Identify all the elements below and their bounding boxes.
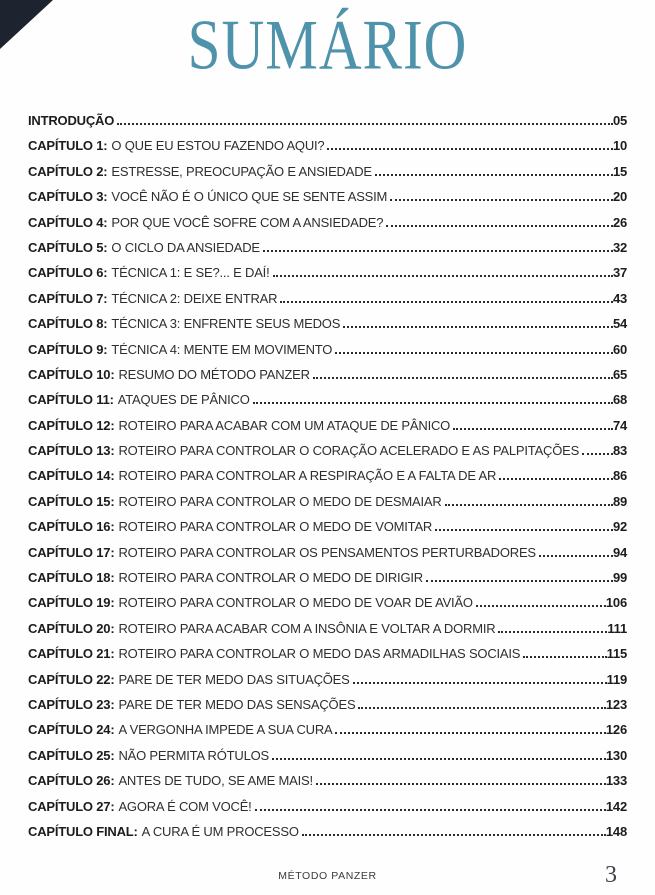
toc-entry-title: ROTEIRO PARA ACABAR COM UM ATAQUE DE PÂNICO	[118, 417, 451, 433]
toc-entry-title: VOCÊ NÃO É O ÚNICO QUE SE SENTE ASSIM	[111, 189, 388, 205]
toc-entry-page-number: 68	[612, 392, 627, 408]
toc-entry-title: PARE DE TER MEDO DAS SITUAÇÕES	[118, 671, 350, 687]
dot-leader	[353, 678, 607, 684]
toc-entry[interactable]	[28, 622, 627, 636]
toc-entry-label: CAPÍTULO 25:	[28, 747, 115, 763]
toc-entry[interactable]	[28, 469, 627, 483]
toc-entry[interactable]	[28, 343, 627, 357]
toc-entry-title: TÉCNICA 1: E SE?... E DAÍ!	[111, 265, 270, 281]
toc-entry-title: O QUE EU ESTOU FAZENDO AQUI?	[111, 138, 325, 154]
toc-entry-page-number: 148	[605, 823, 627, 839]
dot-leader	[313, 373, 613, 379]
toc-entry-label: CAPÍTULO 8:	[28, 316, 108, 332]
dot-leader	[302, 830, 606, 836]
toc-entry-label: CAPÍTULO 14:	[28, 468, 115, 484]
dot-leader	[117, 119, 613, 125]
toc-entry-page-number: 83	[612, 443, 627, 459]
dot-leader	[273, 271, 613, 277]
toc-entry[interactable]	[28, 596, 627, 610]
toc-entry-title: RESUMO DO MÉTODO PANZER	[118, 366, 310, 382]
toc-list	[28, 114, 627, 850]
toc-entry-page-number: 65	[612, 366, 627, 382]
toc-entry-label: CAPÍTULO 5:	[28, 239, 108, 255]
toc-entry[interactable]	[28, 292, 627, 306]
toc-entry[interactable]	[28, 825, 627, 839]
toc-entry-page-number: 89	[612, 493, 627, 509]
toc-entry-page-number: 74	[612, 417, 627, 433]
dot-leader	[253, 398, 613, 404]
toc-entry[interactable]	[28, 546, 627, 560]
toc-entry[interactable]	[28, 317, 627, 331]
toc-entry[interactable]	[28, 495, 627, 509]
dot-leader	[335, 728, 605, 734]
toc-entry-label: CAPÍTULO 19:	[28, 595, 115, 611]
toc-entry-title: A VERGONHA IMPEDE A SUA CURA	[118, 722, 333, 738]
toc-entry-title: O CICLO DA ANSIEDADE	[111, 239, 260, 255]
toc-entry[interactable]	[28, 647, 627, 661]
toc-entry-page-number: 20	[612, 189, 627, 205]
toc-entry-page-number: 142	[605, 798, 627, 814]
toc-entry[interactable]	[28, 673, 627, 687]
toc-entry-page-number: 133	[605, 773, 627, 789]
toc-entry-title: POR QUE VOCÊ SOFRE COM A ANSIEDADE?	[111, 214, 384, 230]
toc-entry-page-number: 15	[612, 163, 627, 179]
toc-entry-title: ROTEIRO PARA CONTROLAR OS PENSAMENTOS PERTURBADORES	[118, 544, 536, 560]
toc-entry-label: CAPÍTULO 24:	[28, 722, 115, 738]
toc-entry-label: CAPÍTULO 15:	[28, 493, 115, 509]
dot-leader	[582, 449, 613, 455]
toc-entry[interactable]	[28, 749, 627, 763]
toc-entry-title: ANTES DE TUDO, SE AME MAIS!	[118, 773, 313, 789]
toc-entry[interactable]	[28, 800, 627, 814]
dot-leader	[386, 221, 613, 227]
toc-entry[interactable]	[28, 698, 627, 712]
toc-entry[interactable]	[28, 114, 627, 128]
dot-leader	[498, 627, 607, 633]
toc-entry-label: CAPÍTULO 6:	[28, 265, 108, 281]
toc-entry-label: CAPÍTULO 18:	[28, 570, 115, 586]
dot-leader	[263, 246, 613, 252]
toc-entry[interactable]	[28, 520, 627, 534]
toc-entry-page-number: 54	[612, 316, 627, 332]
toc-entry-title: ROTEIRO PARA CONTROLAR O MEDO DAS ARMADILHAS SOCIAIS	[118, 646, 521, 662]
toc-entry-page-number: 43	[612, 290, 627, 306]
footer-book-title: MÉTODO PANZER	[278, 870, 377, 882]
toc-entry-title: ATAQUES DE PÂNICO	[117, 392, 250, 408]
dot-leader	[435, 525, 613, 531]
toc-entry-label: CAPÍTULO 4:	[28, 214, 108, 230]
toc-entry[interactable]	[28, 571, 627, 585]
toc-entry-page-number: 119	[606, 671, 627, 687]
toc-entry[interactable]	[28, 368, 627, 382]
toc-entry[interactable]	[28, 393, 627, 407]
page-title: SUMÁRIO	[187, 7, 468, 85]
toc-entry-title: ROTEIRO PARA CONTROLAR O MEDO DE VOMITAR	[118, 519, 433, 535]
toc-entry-label: CAPÍTULO 27:	[28, 798, 115, 814]
dot-leader	[335, 348, 613, 354]
toc-entry[interactable]	[28, 190, 627, 204]
toc-entry-title: ESTRESSE, PREOCUPAÇÃO E ANSIEDADE	[111, 163, 372, 179]
toc-entry[interactable]	[28, 419, 627, 433]
toc-entry-page-number: 60	[612, 341, 627, 357]
toc-entry-label: CAPÍTULO 20:	[28, 620, 115, 636]
toc-entry-label: CAPÍTULO 1:	[28, 138, 108, 154]
toc-entry[interactable]	[28, 139, 627, 153]
toc-entry-page-number: 92	[612, 519, 627, 535]
toc-entry-page-number: 123	[605, 696, 627, 712]
toc-entry-label: CAPÍTULO 23:	[28, 696, 115, 712]
toc-entry-title: ROTEIRO PARA ACABAR COM A INSÔNIA E VOLTAR A DORMIR	[118, 620, 496, 636]
dot-leader	[280, 297, 613, 303]
toc-entry[interactable]	[28, 216, 627, 230]
toc-entry-label: CAPÍTULO 26:	[28, 773, 115, 789]
toc-entry-label: CAPÍTULO 10:	[28, 366, 115, 382]
toc-entry-label: CAPÍTULO 11:	[28, 392, 114, 408]
dot-leader	[499, 474, 613, 480]
toc-entry-title: AGORA É COM VOCÊ!	[118, 798, 252, 814]
toc-entry-page-number: 86	[612, 468, 627, 484]
dot-leader	[523, 652, 606, 658]
toc-entry-title: A CURA É UM PROCESSO	[141, 823, 299, 839]
toc-entry-label: CAPÍTULO 21:	[28, 646, 115, 662]
toc-entry-title: ROTEIRO PARA CONTROLAR O MEDO DE DIRIGIR	[118, 570, 423, 586]
toc-entry-label: CAPÍTULO 12:	[28, 417, 115, 433]
toc-entry[interactable]	[28, 266, 627, 280]
footer-page-number: 3	[605, 862, 617, 888]
dot-leader	[390, 195, 613, 201]
toc-entry-label: INTRODUÇÃO	[28, 113, 115, 128]
dot-leader	[327, 144, 612, 150]
toc-entry-title: NÃO PERMITA RÓTULOS	[118, 747, 269, 763]
dot-leader	[539, 551, 613, 557]
toc-entry-page-number: 130	[605, 747, 627, 763]
toc-entry-label: CAPÍTULO 2:	[28, 163, 108, 179]
toc-entry-title: ROTEIRO PARA CONTROLAR O MEDO DE VOAR DE AVIÃO	[118, 595, 473, 611]
toc-entry[interactable]	[28, 241, 627, 255]
toc-entry-label: CAPÍTULO 3:	[28, 189, 108, 205]
dot-leader	[445, 500, 613, 506]
toc-entry-page-number: 05	[612, 113, 627, 128]
toc-entry-page-number: 37	[612, 265, 627, 281]
dot-leader	[476, 601, 606, 607]
toc-entry-page-number: 106	[605, 595, 627, 611]
dot-leader	[358, 703, 605, 709]
toc-entry-title: TÉCNICA 4: MENTE EM MOVIMENTO	[111, 341, 333, 357]
toc-entry-title: ROTEIRO PARA CONTROLAR A RESPIRAÇÃO E A FALTA DE AR	[118, 468, 497, 484]
toc-entry[interactable]	[28, 774, 627, 788]
toc-entry[interactable]	[28, 444, 627, 458]
toc-entry-page-number: 32	[612, 239, 627, 255]
toc-entry-label: CAPÍTULO 17:	[28, 544, 115, 560]
toc-entry-page-number: 99	[612, 570, 627, 586]
toc-entry-label: CAPÍTULO 13:	[28, 443, 115, 459]
toc-entry-label: CAPÍTULO 9:	[28, 341, 108, 357]
toc-entry-page-number: 115	[606, 646, 627, 662]
dot-leader	[272, 754, 606, 760]
toc-entry[interactable]	[28, 165, 627, 179]
toc-entry-label: CAPÍTULO 16:	[28, 519, 115, 535]
toc-entry-title: TÉCNICA 3: ENFRENTE SEUS MEDOS	[111, 316, 341, 332]
toc-entry-title: PARE DE TER MEDO DAS SENSAÇÕES	[118, 696, 356, 712]
toc-entry-page-number: 111	[607, 620, 627, 636]
toc-entry-label: CAPÍTULO 7:	[28, 290, 108, 306]
toc-entry-title: ROTEIRO PARA CONTROLAR O CORAÇÃO ACELERADO E AS PALPITAÇÕES	[118, 443, 580, 459]
dot-leader	[255, 805, 606, 811]
toc-entry-label: CAPÍTULO 22:	[28, 671, 115, 687]
toc-entry-title: ROTEIRO PARA CONTROLAR O MEDO DE DESMAIAR	[118, 493, 442, 509]
toc-entry-page-number: 26	[612, 214, 627, 230]
toc-entry[interactable]	[28, 723, 627, 737]
toc-entry-page-number: 126	[605, 722, 627, 738]
dot-leader	[453, 424, 613, 430]
toc-entry-title: TÉCNICA 2: DEIXE ENTRAR	[111, 290, 278, 306]
dot-leader	[343, 322, 613, 328]
toc-entry-page-number: 10	[612, 138, 627, 154]
toc-entry-label: CAPÍTULO FINAL:	[28, 823, 138, 839]
dot-leader	[316, 779, 606, 785]
dot-leader	[426, 576, 613, 582]
dot-leader	[375, 170, 613, 176]
toc-entry-page-number: 94	[612, 544, 627, 560]
